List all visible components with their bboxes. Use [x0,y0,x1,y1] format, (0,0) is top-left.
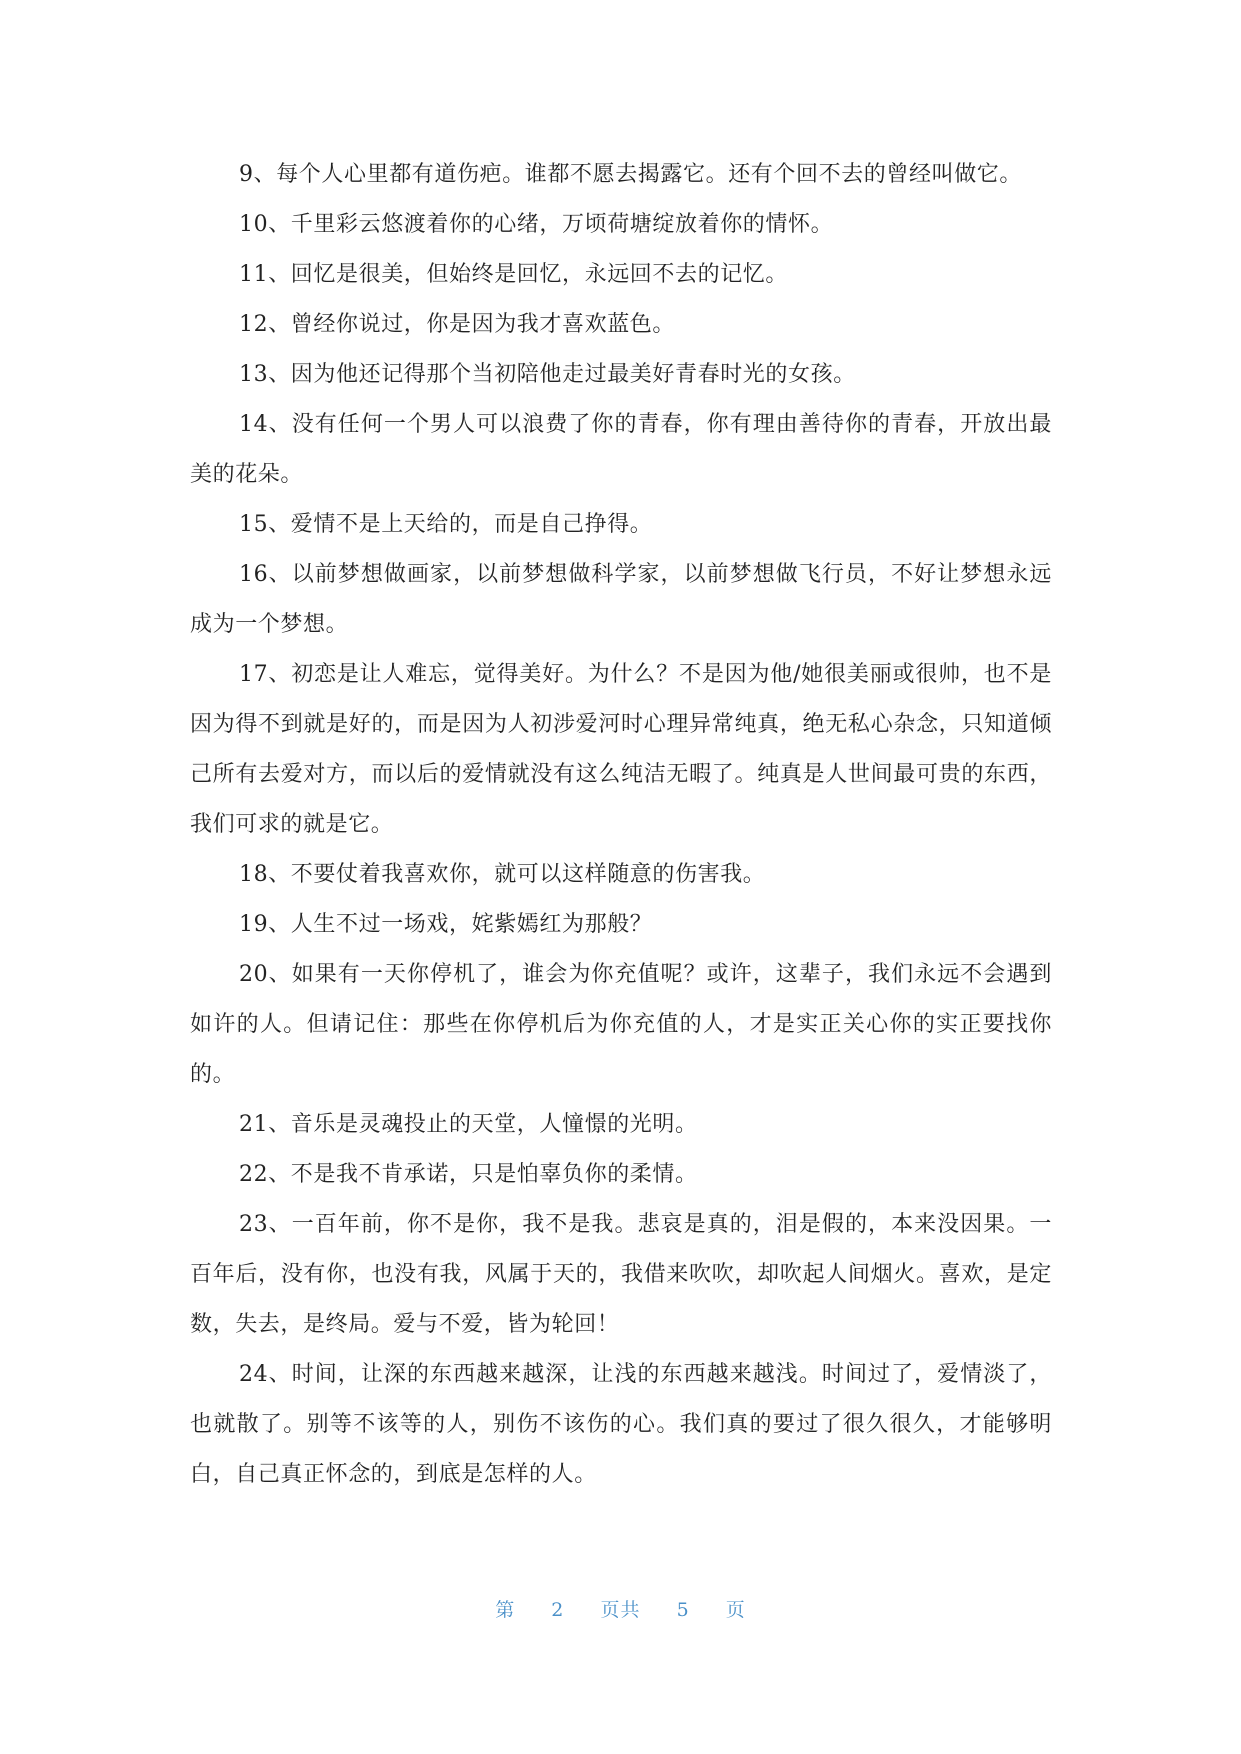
paragraph-15: 15、爱情不是上天给的，而是自己挣得。 [239,512,653,537]
paragraph-9: 9、每个人心里都有道伤疤。谁都不愿去揭露它。还有个回不去的曾经叫做它。 [239,162,1022,187]
page-number-footer [0,1596,1241,1624]
footer-middle: 页共 [600,1599,641,1621]
paragraph-17: 17、初恋是让人难忘，觉得美好。为什么？不是因为他/她很美丽或很帅，也不是因为得不到就是好的，而是因为人初涉爱河时心理异常纯真，绝无私心杂念，只知道倾己所有去爱对方，而以后的爱情就没有这么纯洁无暇了。纯真是人世间最可贵的东西，我们可求的就是它。 [190,662,1052,837]
paragraph-18: 18、不要仗着我喜欢你，就可以这样随意的伤害我。 [239,862,766,887]
paragraph-12: 12、曾经你说过，你是因为我才喜欢蓝色。 [239,312,675,337]
paragraph-16: 16、以前梦想做画家，以前梦想做科学家，以前梦想做飞行员，不好让梦想永远成为一个梦想。 [190,562,1052,637]
paragraph-22: 22、不是我不肯承诺，只是怕辜负你的柔情。 [239,1162,698,1187]
footer-prefix: 第 [495,1599,516,1621]
paragraph-14: 14、没有任何一个男人可以浪费了你的青春，你有理由善待你的青春，开放出最美的花朵。 [190,412,1052,487]
paragraph-11: 11、回忆是很美，但始终是回忆，永远回不去的记忆。 [239,262,788,287]
paragraph-23: 23、一百年前，你不是你，我不是我。悲哀是真的，泪是假的，本来没因果。一百年后，没有你，也没有我，风属于天的，我借来吹吹，却吹起人间烟火。喜欢，是定数，失去，是终局。爱与不爱，皆为轮回！ [190,1212,1052,1337]
paragraph-24: 24、时间，让深的东西越来越深，让浅的东西越来越浅。时间过了，爱情淡了，也就散了。别等不该等的人，别伤不该伤的心。我们真的要过了很久很久，才能够明白，自己真正怀念的，到底是怎样的人。 [190,1362,1052,1487]
paragraph-13: 13、因为他还记得那个当初陪他走过最美好青春时光的女孩。 [239,362,856,387]
document-body [190,150,1052,1500]
paragraph-21: 21、音乐是灵魂投止的天堂，人憧憬的光明。 [239,1112,698,1137]
current-page-number: 2 [551,1599,565,1621]
total-pages-number: 5 [676,1599,690,1621]
paragraph-19: 19、人生不过一场戏，姹紫嫣红为那般？ [239,912,653,937]
footer-suffix: 页 [725,1599,746,1621]
paragraph-20: 20、如果有一天你停机了，谁会为你充值呢？或许，这辈子，我们永远不会遇到如许的人。但请记住：那些在你停机后为你充值的人，才是实正关心你的实正要找你的。 [190,962,1052,1087]
paragraph-10: 10、千里彩云悠渡着你的心绪，万顷荷塘绽放着你的情怀。 [239,212,834,237]
